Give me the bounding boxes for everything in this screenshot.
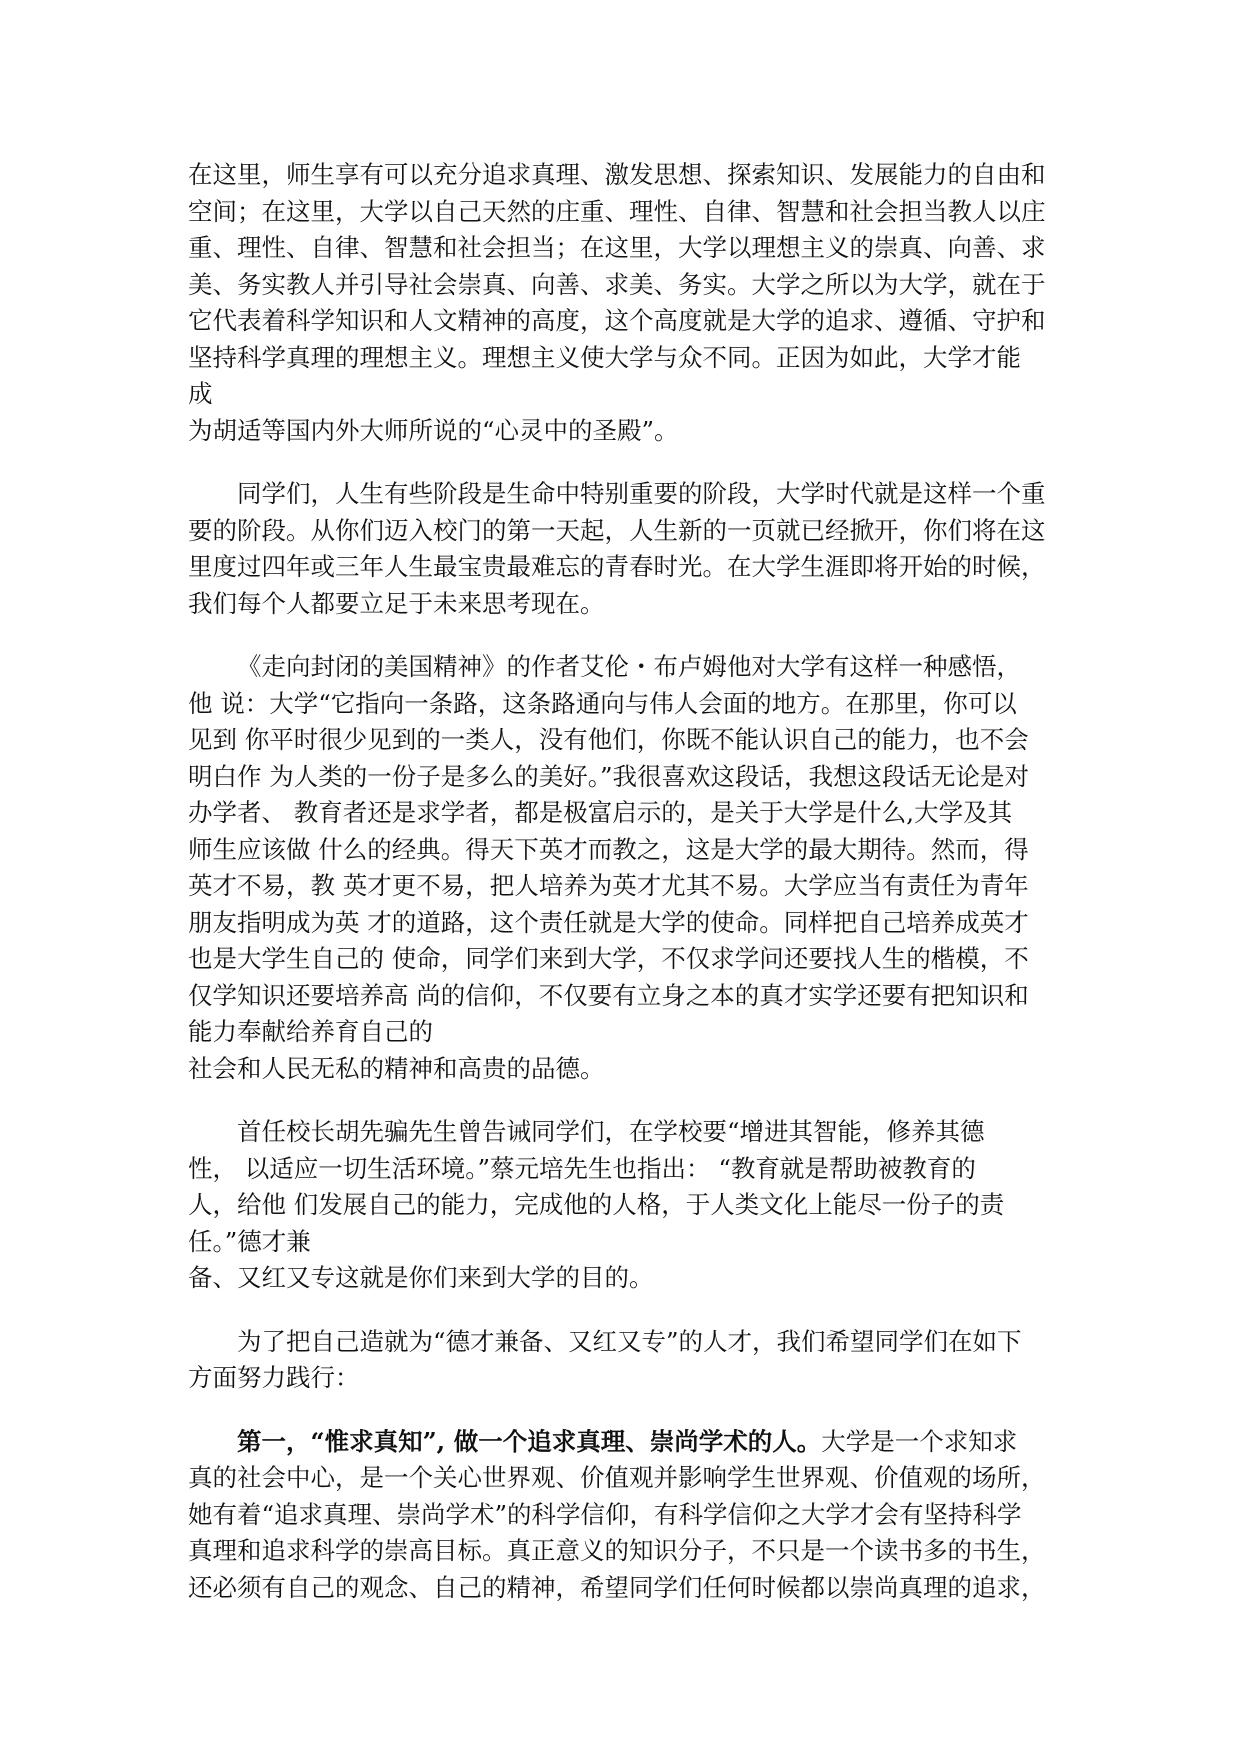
text-line: 性， 以适应一切生活环境。”蔡元培先生也指出： “教育就是帮助被教育的	[188, 1153, 976, 1183]
paragraph-5	[188, 1324, 1058, 1397]
text-line: 里度过四年或三年人生最宝贵最难忘的青春时光。在大学生涯即将开始的时候，	[188, 552, 1046, 581]
text-line: 真理和追求科学的崇高目标。真正意义的知识分子，不只是一个读书多的书生，	[188, 1536, 1046, 1565]
text-line: 明白作 为人类的一份子是多么的美好。”我很喜欢这段话，我想这段话无论是对	[188, 761, 1030, 791]
text-line: 师生应该做 什么的经典。得天下英才而教之，这是大学的最大期待。然而，得	[188, 834, 1029, 864]
paragraph-1	[188, 157, 1058, 449]
text-line: 备、又红又专这就是你们来到大学的目的。	[188, 1263, 654, 1292]
text-line: 他 说：大学“它指向一条路，这条路通向与伟人会面的地方。在那里，你可以	[188, 688, 1017, 718]
section-heading: 第一，“惟求真知”, 做一个追求真理、崇尚学术的人。	[237, 1426, 822, 1456]
paragraph-4	[188, 1114, 1058, 1297]
text-line: 坚持科学真理的理想主义。理想主义使大学与众不同。正因为如此，大学才能	[188, 342, 1021, 372]
text-line: 美、务实教人并引导社会崇真、向善、求美、务实。大学之所以为大学，就在于	[188, 269, 1046, 299]
text-line: 同学们，人生有些阶段是生命中特别重要的阶段，大学时代就是这样一个重	[237, 479, 1046, 508]
paragraph-6	[188, 1424, 1058, 1607]
text-line	[188, 1424, 1058, 1461]
text-line: 在这里，师生享有可以充分追求真理、激发思想、探索知识、发展能力的自由和	[188, 160, 1046, 189]
text-line: 任。”德才兼	[188, 1226, 311, 1256]
text-line: 重、理性、自律、智慧和社会担当；在这里，大学以理想主义的崇真、向善、求	[188, 233, 1046, 262]
text-line: 为胡适等国内外大师所说的“心灵中的圣殿”。	[188, 415, 679, 445]
text-line: 空间；在这里，大学以自己天然的庄重、理性、自律、智慧和社会担当教人以庄	[188, 196, 1046, 226]
text-line: 朋友指明成为英 才的道路，这个责任就是大学的使命。同样把自己培养成英才	[188, 907, 1029, 937]
text-line: 能力奉献给养育自己的	[188, 1017, 433, 1046]
text-line: 它代表着科学知识和人文精神的高度，这个高度就是大学的追求、遵循、守护和	[188, 306, 1046, 335]
paragraph-2	[188, 476, 1058, 622]
text-line: 成	[188, 379, 213, 408]
text-line: 真的社会中心，是一个关心世界观、价值观并影响学生世界观、价值观的场所，	[188, 1463, 1046, 1492]
document-body	[188, 157, 1058, 1633]
text-line: 《走向封闭的美国精神》的作者艾伦・布卢姆他对大学有这样一种感悟，	[237, 652, 1021, 681]
text-line: 首任校长胡先骗先生曾告诫同学们，在学校要“增进其智能，修养其德	[237, 1117, 985, 1146]
text-line: 仅学知识还要培养高 尚的信仰，不仅要有立身之本的真才实学还要有把知识和	[188, 980, 1029, 1010]
text-line: 她有着“追求真理、崇尚学术”的科学信仰，有科学信仰之大学才会有坚持科学	[188, 1499, 1022, 1529]
text-line: 我们每个人都要立足于未来思考现在。	[188, 588, 605, 618]
text-line: 人，给他 们发展自己的能力，完成他的人格，于人类文化上能尽一份子的责	[188, 1190, 1005, 1219]
text-line: 社会和人民无私的精神和高贵的品德。	[188, 1053, 605, 1083]
text-line: 方面努力践行：	[188, 1363, 360, 1392]
text-line: 为了把自己造就为“德才兼备、又红又专”的人才，我们希望同学们在如下	[237, 1326, 1022, 1356]
text-line: 办学者、 教育者还是求学者，都是极富启示的，是关于大学是什么,大学及其	[188, 798, 1013, 827]
text-line: 英才不易，教 英才更不易，把人培养为英才尤其不易。大学应当有责任为青年	[188, 871, 1029, 900]
text-line: 见到 你平时很少见到的一类人，没有他们，你既不能认识自己的能力，也不会	[188, 725, 1029, 754]
text-line: 也是大学生自己的 使命，同学们来到大学，不仅求学问还要找人生的楷模，不	[188, 944, 1029, 973]
paragraph-3	[188, 649, 1058, 1087]
text-line: 要的阶段。从你们迈入校门的第一天起，人生新的一页就已经掀开，你们将在这	[188, 515, 1046, 545]
heading-continuation: 大学是一个求知求	[821, 1426, 1018, 1456]
text-line: 还必须有自己的观念、自己的精神，希望同学们任何时候都以崇尚真理的追求，	[188, 1572, 1046, 1602]
